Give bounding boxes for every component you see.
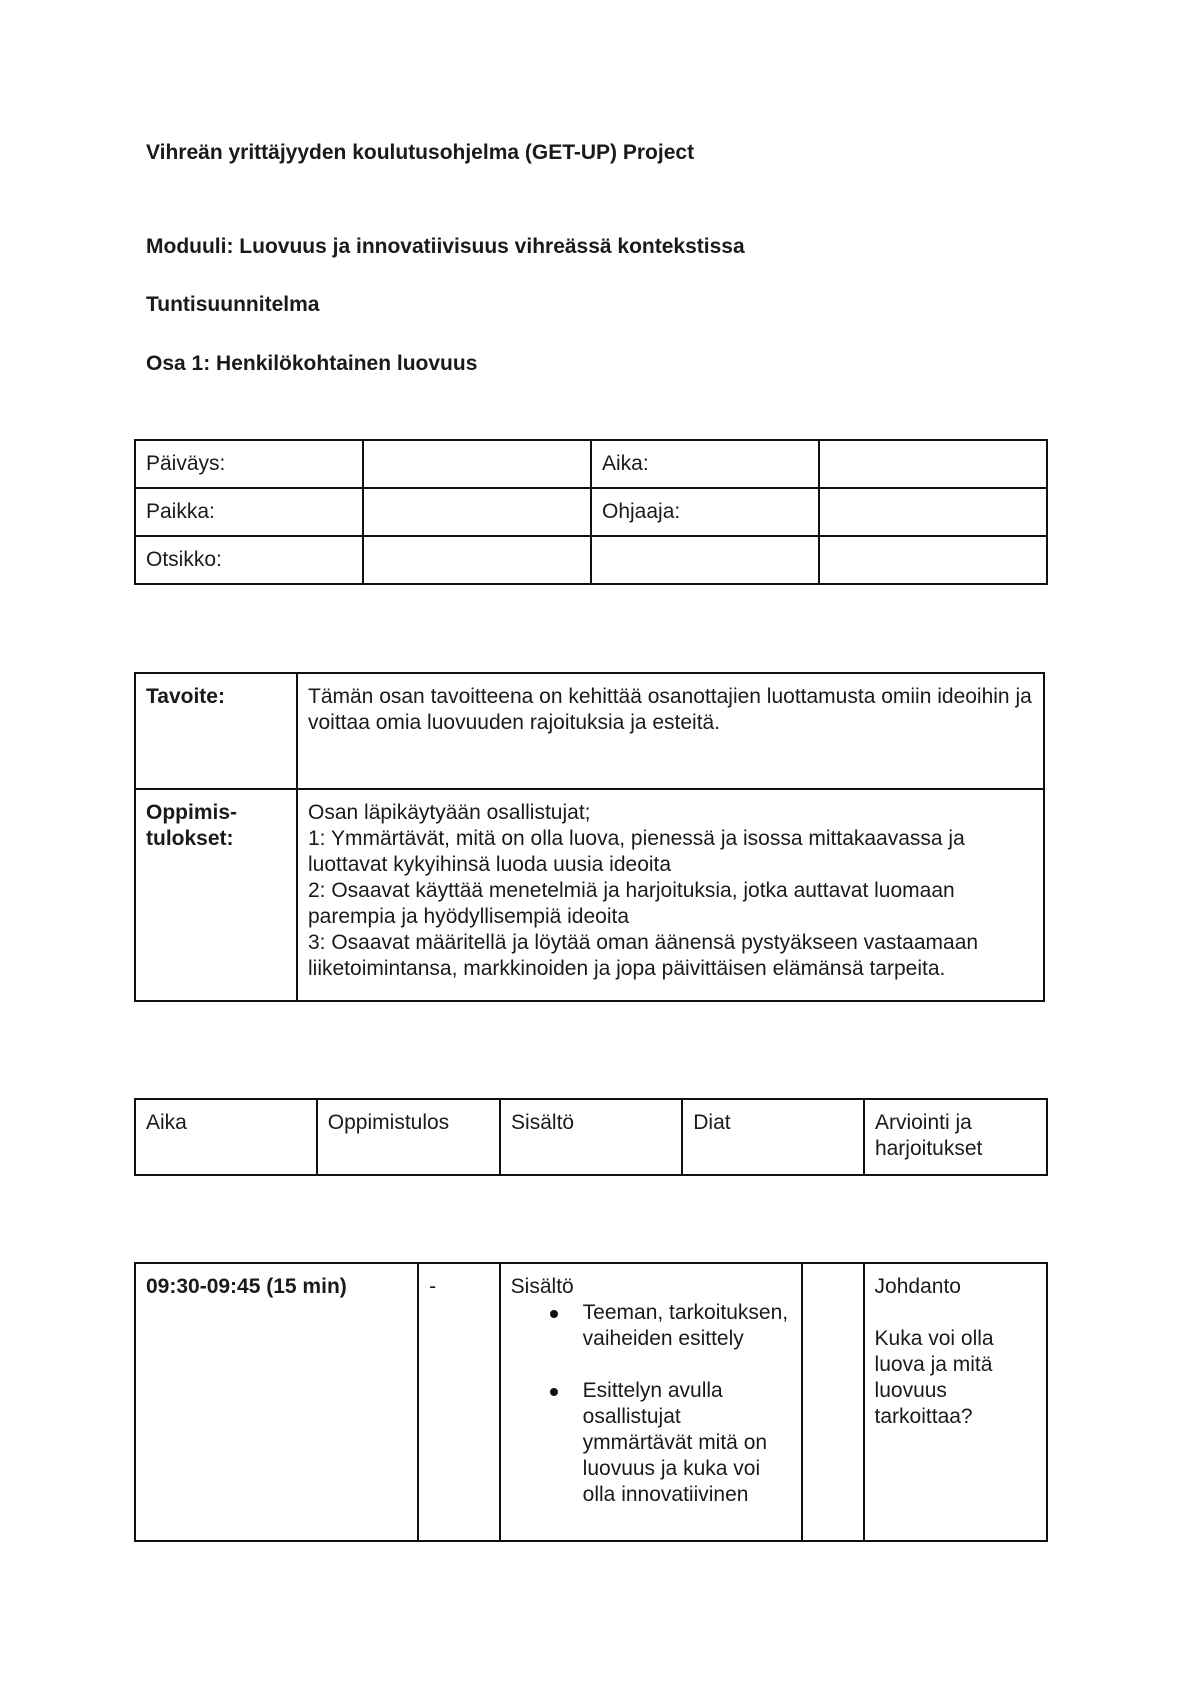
session-content [500,1263,802,1541]
outcomes-label-line-1: Oppimis- [146,801,238,824]
eval-title: Johdanto [874,1275,961,1298]
session-content-title: Sisältö [510,1275,574,1298]
header-time: Aika [135,1099,317,1175]
instructor-label: Ohjaaja: [591,488,819,536]
session-bullet-list [511,1300,791,1508]
session-slides[interactable] [802,1263,864,1541]
session-evaluation [864,1263,1047,1541]
header-evaluation: Arviointi ja harjoitukset [864,1099,1047,1175]
goal-row [135,673,1044,789]
schedule-header-row [135,1099,1047,1175]
doc-type-title: Tuntisuunnitelma [146,293,320,316]
instructor-value-cell[interactable] [819,488,1047,536]
session-table [134,1262,1048,1542]
info-table [134,439,1048,585]
place-value-cell[interactable] [363,488,591,536]
goal-text: Tämän osan tavoitteena on kehittää osanottajien luottamusta omiin ideoihin ja voittaa omia luovuuden rajoituksia ja esteitä. [297,673,1044,789]
outcomes-text [297,789,1044,1001]
session-outcome: - [418,1263,500,1541]
eval-spacer [875,1300,1036,1326]
outcomes-row [135,789,1044,1001]
title-extra-cell-1[interactable] [591,536,819,584]
time-value-cell[interactable] [819,440,1047,488]
goals-table [134,672,1045,1002]
outcome-item: 3: Osaavat määritellä ja löytää oman äänensä pystyäkseen vastaamaan liiketoimintansa, markkinoiden ja jopa päivittäisen elämänsä tarpeita. [308,931,979,980]
outcomes-label-line-2: tulokset: [146,827,234,850]
title-extra-cell-2[interactable] [819,536,1047,584]
schedule-header-table [134,1098,1048,1176]
outcome-item: 1: Ymmärtävät, mitä on olla luova, pienessä ja isossa mittakaavassa ja luottavat kykyihinsä luoda uusia ideoita [308,827,965,876]
info-row-title [135,536,1047,584]
program-title: Vihreän yrittäjyyden koulutusohjelma (GET-UP) Project [146,141,695,164]
place-label: Paikka: [135,488,363,536]
header-slides: Diat [682,1099,864,1175]
info-row-date [135,440,1047,488]
outcome-intro: Osan läpikäytyään osallistujat; [308,801,591,824]
info-row-place [135,488,1047,536]
goal-label: Tavoite: [135,673,297,789]
part-title: Osa 1: Henkilökohtainen luovuus [146,352,478,375]
header-content: Sisältö [500,1099,682,1175]
header-outcome: Oppimistulos [317,1099,500,1175]
list-item: Esittelyn avulla osallistujat ymmärtävät mitä on luovuus ja kuka voi olla innovatiivinen [583,1378,791,1508]
outcomes-label [135,789,297,1001]
title-value-cell[interactable] [363,536,591,584]
eval-text: Kuka voi olla luova ja mitä luovuus tarkoittaa? [874,1327,994,1428]
module-title: Moduuli: Luovuus ja innovatiivisuus vihreässä kontekstissa [146,235,745,258]
time-label: Aika: [591,440,819,488]
title-label: Otsikko: [135,536,363,584]
outcome-item: 2: Osaavat käyttää menetelmiä ja harjoituksia, jotka auttavat luomaan parempia ja hyödyllisempiä ideoita [308,879,955,928]
session-time: 09:30-09:45 (15 min) [135,1263,418,1541]
date-value-cell[interactable] [363,440,591,488]
date-label: Päiväys: [135,440,363,488]
session-row [135,1263,1047,1541]
list-item: Teeman, tarkoituksen, vaiheiden esittely [583,1300,791,1352]
